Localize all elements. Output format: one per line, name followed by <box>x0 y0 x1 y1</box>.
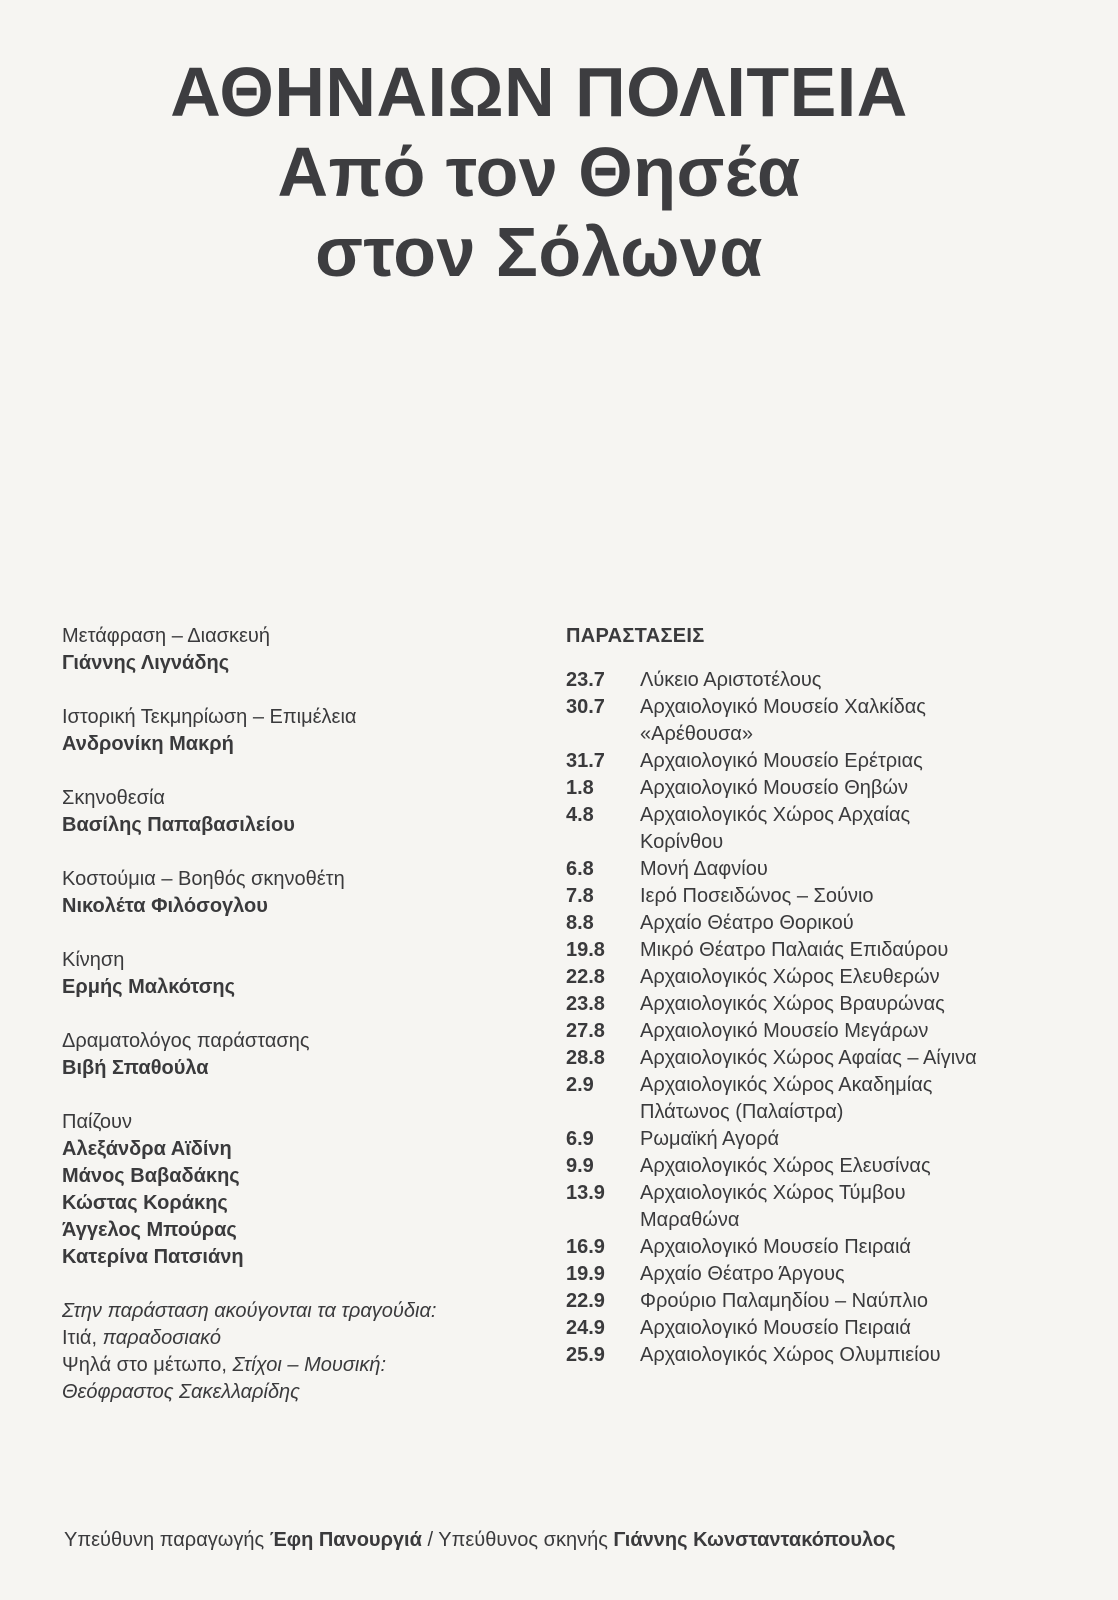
performance-venue <box>640 991 1046 1018</box>
performance-date: 4.8 <box>566 804 594 826</box>
credit-name: Μάνος Βαβαδάκης <box>62 1165 240 1187</box>
credit-name: Κατερίνα Πατσιάνη <box>62 1246 244 1268</box>
performance-venue <box>640 802 1046 856</box>
song-1-title: Ιτιά, <box>62 1327 98 1349</box>
performance-venue-line: Αρχαιολογικό Μουσείο Χαλκίδας <box>640 696 926 718</box>
performance-venue-line: Ρωμαϊκή Αγορά <box>640 1128 780 1150</box>
performances-column <box>566 623 1046 1369</box>
footer-role-1: Υπεύθυνη παραγωγής <box>64 1529 265 1551</box>
performance-row <box>566 1018 1046 1045</box>
performance-date: 8.8 <box>566 912 594 934</box>
performance-row <box>566 1126 1046 1153</box>
performance-row <box>566 964 1046 991</box>
credit-role: Ιστορική Τεκμηρίωση – Επιμέλεια <box>62 706 357 728</box>
performance-venue <box>640 964 1046 991</box>
performance-venue-line: Αρχαιολογικό Μουσείο Πειραιά <box>640 1236 911 1258</box>
credit-name: Βιβή Σπαθούλα <box>62 1057 209 1079</box>
performance-venue <box>640 1180 1046 1234</box>
performance-date: 19.9 <box>566 1263 605 1285</box>
credit-block <box>62 1028 532 1082</box>
performance-row <box>566 775 1046 802</box>
performance-date: 6.9 <box>566 1128 594 1150</box>
credit-name: Βασίλης Παπαβασιλείου <box>62 814 295 836</box>
performance-venue-line: Φρούριο Παλαμηδίου – Ναύπλιο <box>640 1290 928 1312</box>
song-2-note: Στίχοι – Μουσική: <box>232 1354 387 1376</box>
performance-venue-line: «Αρέθουσα» <box>640 723 753 745</box>
performance-row <box>566 1234 1046 1261</box>
performance-venue <box>640 883 1046 910</box>
performance-venue <box>640 910 1046 937</box>
performance-row <box>566 856 1046 883</box>
performance-date: 22.8 <box>566 966 605 988</box>
credit-name: Γιάννης Λιγνάδης <box>62 652 230 674</box>
performance-venue <box>640 1234 1046 1261</box>
footer-role-2: Υπεύθυνος σκηνής <box>438 1529 608 1551</box>
credit-block <box>62 947 532 1001</box>
performance-venue-line: Μικρό Θέατρο Παλαιάς Επιδαύρου <box>640 939 949 961</box>
performance-date: 1.8 <box>566 777 594 799</box>
song-2-title: Ψηλά στο μέτωπο, <box>62 1354 227 1376</box>
performance-date: 27.8 <box>566 1020 605 1042</box>
credit-name: Κώστας Κοράκης <box>62 1192 228 1214</box>
performance-date: 31.7 <box>566 750 605 772</box>
performance-date: 9.9 <box>566 1155 594 1177</box>
performance-venue <box>640 775 1046 802</box>
performance-venue-line: Αρχαιολογικός Χώρος Αρχαίας <box>640 804 911 826</box>
credit-role: Σκηνοθεσία <box>62 787 165 809</box>
performance-venue-line: Αρχαιολογικός Χώρος Ολυμπιείου <box>640 1344 941 1366</box>
performance-venue-line: Πλάτωνος (Παλαίστρα) <box>640 1101 844 1123</box>
performance-date: 6.8 <box>566 858 594 880</box>
performance-row <box>566 667 1046 694</box>
credit-role: Κίνηση <box>62 949 125 971</box>
performance-row <box>566 937 1046 964</box>
performance-row <box>566 1315 1046 1342</box>
performance-venue <box>640 856 1046 883</box>
performance-row <box>566 991 1046 1018</box>
footer-name-1: Έφη Πανουργιά <box>269 1529 422 1551</box>
performance-row <box>566 883 1046 910</box>
performance-venue <box>640 1045 1046 1072</box>
performance-venue <box>640 748 1046 775</box>
credit-name: Νικολέτα Φιλόσογλου <box>62 895 268 917</box>
performance-venue-line: Αρχαιολογικό Μουσείο Πειραιά <box>640 1317 911 1339</box>
performance-venue-line: Αρχαιολογικός Χώρος Ελευσίνας <box>640 1155 931 1177</box>
performance-venue-line: Αρχαίο Θέατρο Άργους <box>640 1263 845 1285</box>
performance-date: 7.8 <box>566 885 594 907</box>
credit-name: Ανδρονίκη Μακρή <box>62 733 234 755</box>
title-line-3: στον Σόλωνα <box>315 213 763 291</box>
credit-role: Παίζουν <box>62 1111 132 1133</box>
footer-name-2: Γιάννης Κωνσταντακόπουλος <box>613 1529 896 1551</box>
performance-venue-line: Μαραθώνα <box>640 1209 740 1231</box>
song-1 <box>62 1325 532 1352</box>
performance-row <box>566 1045 1046 1072</box>
credits-list <box>62 623 532 1271</box>
song-2-author: Θεόφραστος Σακελλαρίδης <box>62 1381 300 1403</box>
performance-row <box>566 1180 1046 1234</box>
performance-venue <box>640 1288 1046 1315</box>
performance-venue-line: Αρχαιολογικός Χώρος Τύμβου <box>640 1182 906 1204</box>
performance-venue <box>640 1342 1046 1369</box>
performance-date: 30.7 <box>566 696 605 718</box>
performance-row <box>566 1072 1046 1126</box>
credit-block <box>62 623 532 677</box>
performance-venue-line: Αρχαιολογικό Μουσείο Θηβών <box>640 777 909 799</box>
performance-venue <box>640 1072 1046 1126</box>
footer-credits <box>64 1527 1064 1554</box>
credit-role: Κοστούμια – Βοηθός σκηνοθέτη <box>62 868 345 890</box>
performance-row <box>566 1288 1046 1315</box>
performance-venue-line: Αρχαιολογικός Χώρος Ακαδημίας <box>640 1074 933 1096</box>
performance-date: 24.9 <box>566 1317 605 1339</box>
credit-role: Μετάφραση – Διασκευή <box>62 625 270 647</box>
footer-separator: / <box>427 1529 434 1551</box>
songs-intro: Στην παράσταση ακούγονται τα τραγούδια: <box>62 1300 437 1322</box>
performance-venue <box>640 937 1046 964</box>
performance-venue <box>640 1018 1046 1045</box>
performance-venue-line: Αρχαίο Θέατρο Θορικού <box>640 912 854 934</box>
performance-date: 2.9 <box>566 1074 594 1096</box>
credit-block <box>62 866 532 920</box>
performance-venue-line: Αρχαιολογικός Χώρος Βραυρώνας <box>640 993 945 1015</box>
credit-role: Δραματολόγος παράστασης <box>62 1030 310 1052</box>
performance-venue <box>640 694 1046 748</box>
performance-venue-line: Αρχαιολογικό Μουσείο Ερέτριας <box>640 750 923 772</box>
credit-block <box>62 1109 532 1271</box>
performance-venue-line: Λύκειο Αριστοτέλους <box>640 669 822 691</box>
performance-row <box>566 910 1046 937</box>
performances-list <box>566 667 1046 1369</box>
title-line-2: Από τον Θησέα <box>277 133 801 211</box>
credit-block <box>62 704 532 758</box>
performance-date: 23.7 <box>566 669 605 691</box>
performance-date: 13.9 <box>566 1182 605 1204</box>
performance-row <box>566 1342 1046 1369</box>
performance-row <box>566 694 1046 748</box>
performance-row <box>566 1153 1046 1180</box>
performances-heading: ΠΑΡΑΣΤΑΣΕΙΣ <box>566 625 705 647</box>
songs-note <box>62 1298 532 1406</box>
credits-column <box>62 623 532 1406</box>
performance-venue <box>640 1153 1046 1180</box>
performance-venue-line: Αρχαιολογικός Χώρος Αφαίας – Αίγινα <box>640 1047 977 1069</box>
performance-row <box>566 802 1046 856</box>
performance-venue-line: Ιερό Ποσειδώνος – Σούνιο <box>640 885 874 907</box>
performance-row <box>566 748 1046 775</box>
performance-date: 28.8 <box>566 1047 605 1069</box>
performance-date: 25.9 <box>566 1344 605 1366</box>
performance-date: 22.9 <box>566 1290 605 1312</box>
performance-venue <box>640 1315 1046 1342</box>
performance-venue <box>640 1261 1046 1288</box>
performance-venue-line: Αρχαιολογικό Μουσείο Μεγάρων <box>640 1020 929 1042</box>
performance-venue-line: Κορίνθου <box>640 831 724 853</box>
performance-venue <box>640 1126 1046 1153</box>
performance-venue <box>640 667 1046 694</box>
credit-name: Αλεξάνδρα Αϊδίνη <box>62 1138 232 1160</box>
credit-block <box>62 785 532 839</box>
song-1-note: παραδοσιακό <box>102 1327 222 1349</box>
song-2 <box>62 1352 532 1379</box>
credit-name: Ερμής Μαλκότσης <box>62 976 236 998</box>
title-line-1: ΑΘΗΝΑΙΩΝ ΠΟΛΙΤΕΙΑ <box>170 53 908 131</box>
performance-date: 16.9 <box>566 1236 605 1258</box>
performance-venue-line: Αρχαιολογικός Χώρος Ελευθερών <box>640 966 940 988</box>
performance-date: 19.8 <box>566 939 605 961</box>
title-block <box>0 52 1078 292</box>
performance-row <box>566 1261 1046 1288</box>
performance-date: 23.8 <box>566 993 605 1015</box>
credit-name: Άγγελος Μπούρας <box>62 1219 237 1241</box>
performance-venue-line: Μονή Δαφνίου <box>640 858 768 880</box>
